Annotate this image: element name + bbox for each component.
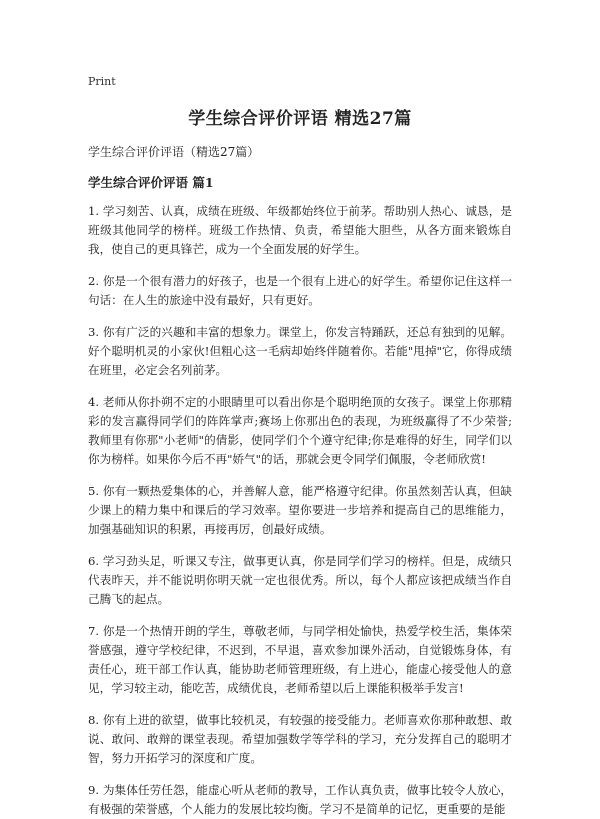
paragraph-8: 8. 你有上进的欲望，做事比较机灵，有较强的接受能力。老师喜欢你那种敢想、敢说、敢问、敢辩的课堂表现。希望加强数学等学科的学习，充分发挥自己的聪明才智，努力开拓学习的深度和广度。 — [88, 713, 512, 765]
paragraph-2: 2. 你是一个很有潜力的好孩子，也是一个很有上进心的好学生。希望你记住这样一句话：在人生的旅途中没有最好，只有更好。 — [88, 274, 512, 307]
document-subtitle: 学生综合评价评语（精选27篇） — [88, 145, 260, 159]
paragraph-1: 1. 学习刻苦、认真，成绩在班级、年级都始终位于前茅。帮助别人热心、诚恳，是班级其他同学的榜样。班级工作热情、负责，希望能大胆些，从各方面来锻炼自我，使自己的更具锋芒，成为一个全面发展的好学生。 — [88, 204, 512, 256]
paragraph-3: 3. 你有广泛的兴趣和丰富的想象力。课堂上，你发言特踊跃，还总有独到的见解。好个聪明机灵的小家伙!但粗心这一毛病却始终伴随着你。若能"甩掉"它，你得成绩在班里，必定会名列前茅。 — [88, 325, 512, 377]
section-heading: 学生综合评价评语 篇1 — [88, 175, 214, 190]
paragraph-6: 6. 学习劲头足，听课又专注，做事更认真，你是同学们学习的榜样。但是，成绩只代表昨天，并不能说明你明天就一定也很优秀。所以，每个人都应该把成绩当作自己腾飞的起点。 — [88, 554, 512, 606]
paragraph-9: 9. 为集体任劳任怨，能虚心听从老师的教导，工作认真负责，做事比较令人放心，有极强的荣誉感，个人能力的发展比较均衡。学习不是简单的记忆，更重要的是能 — [88, 783, 512, 816]
document-title: 学生综合评价评语 精选27篇 — [188, 109, 412, 129]
paragraph-5: 5. 你有一颗热爱集体的心，并善解人意，能严格遵守纪律。你虽然刻苦认真，但缺少课上的精力集中和课后的学习效率。望你要进一步培养和提高自己的思维能力，加强基础知识的积累，再接再厉，创最好成绩。 — [88, 484, 512, 536]
paragraph-4: 4. 老师从你扑朔不定的小眼睛里可以看出你是个聪明绝顶的女孩子。课堂上你那精彩的发言赢得同学们的阵阵掌声;赛场上你那出色的表现，为班级赢得了不少荣誉;教师里有你那"小老师"的倩影，使同学们个个遵守纪律;你是难得的好生，同学们以你为榜样。如果你今后不再"娇气"的话，那就会更令同学们佩服，令老师欣赏! — [88, 395, 512, 466]
paragraph-7: 7. 你是一个热情开朗的学生，尊敬老师，与同学相处愉快，热爱学校生活，集体荣誉感强，遵守学校纪律，不迟到，不早退，喜欢参加课外活动，自觉锻炼身体，有责任心，班干部工作认真，能协助老师管理班级，有上进心，能虚心接受他人的意见，学习较主动，能吃苦，成绩优良，老师希望以后上课能积极举手发言! — [88, 624, 512, 695]
print-link[interactable]: Print — [88, 75, 116, 88]
